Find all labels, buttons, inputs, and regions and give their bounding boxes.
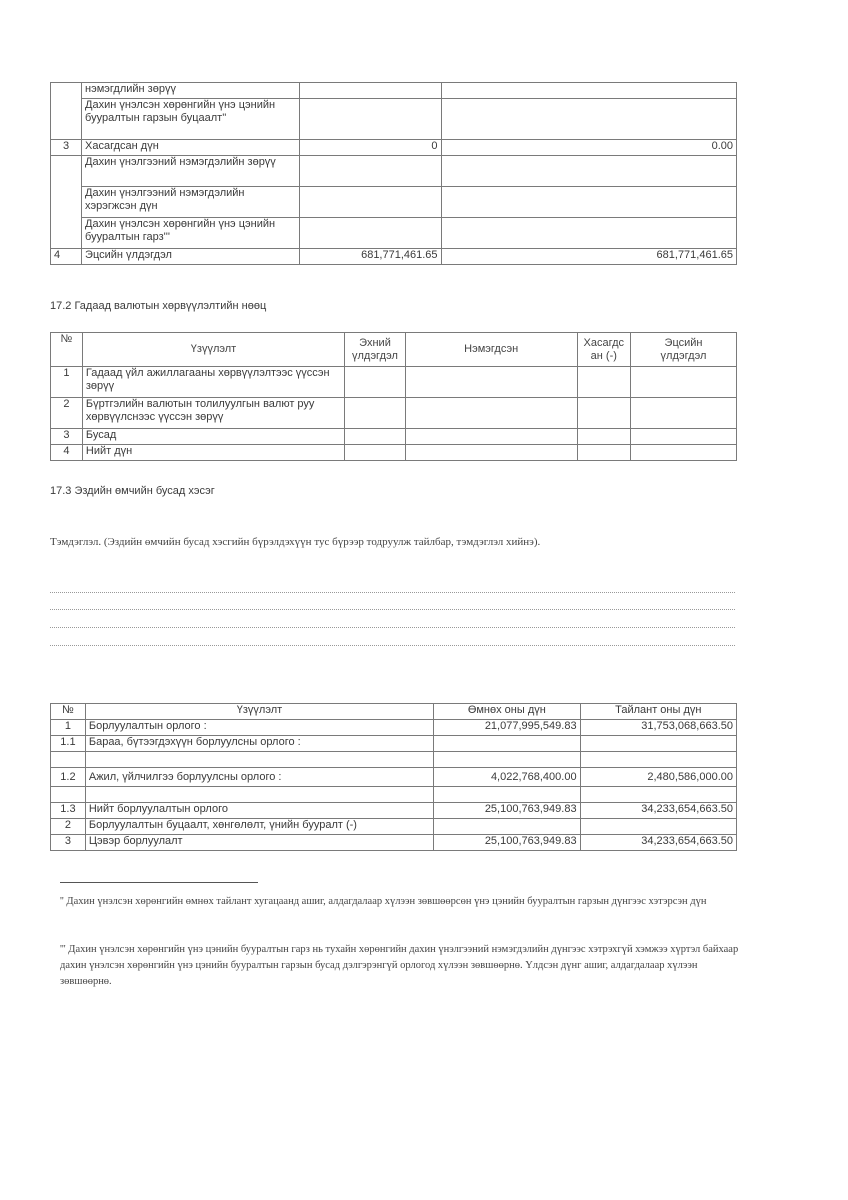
table-row — [51, 819, 737, 835]
header-added: Нэмэгдсэн — [405, 333, 577, 367]
cell-value — [345, 367, 406, 398]
cell-value — [577, 398, 630, 429]
prev-year-value — [434, 736, 581, 752]
table-row — [51, 720, 737, 736]
curr-year-value: 34,233,654,663.50 — [580, 835, 736, 851]
table-row — [51, 218, 737, 249]
dotted-line — [50, 645, 735, 646]
cell-value — [577, 445, 630, 461]
row-number: 4 — [51, 445, 83, 461]
prev-year-value: 25,100,763,949.83 — [434, 835, 581, 851]
dotted-line — [50, 627, 735, 628]
row-number — [51, 787, 86, 803]
cell-value — [300, 218, 441, 249]
table-row — [51, 367, 737, 398]
header-indicator: Үзүүлэлт — [85, 704, 433, 720]
cell-value — [345, 445, 406, 461]
row-label: Борлуулалтын буцаалт, хөнгөлөлт, үнийн бууралт (-) — [85, 819, 433, 835]
cell-value — [577, 429, 630, 445]
row-number: 3 — [51, 429, 83, 445]
table-row — [51, 445, 737, 461]
row-label — [85, 752, 433, 768]
header-no: № — [51, 704, 86, 720]
row-label: Дахин үнэлсэн хөрөнгийн үнэ цэнийн бууралтын гарзын буцаалт'' — [82, 99, 300, 140]
header-line: үлдэгдэл — [660, 349, 707, 362]
header-no: № — [51, 333, 83, 367]
curr-year-value — [580, 752, 736, 768]
row-number — [51, 83, 82, 140]
cell-value — [441, 187, 736, 218]
row-number: 1 — [51, 367, 83, 398]
cell-value — [300, 156, 441, 187]
header-closing-balance — [631, 333, 737, 367]
header-line: Эцсийн — [664, 336, 703, 349]
row-label — [85, 787, 433, 803]
row-number: 4 — [51, 249, 82, 265]
row-number: 1.2 — [51, 768, 86, 787]
table-row — [51, 736, 737, 752]
row-number: 1.1 — [51, 736, 86, 752]
cell-value — [300, 83, 441, 99]
header-line: үлдэгдэл — [351, 349, 398, 362]
footnote-separator — [60, 882, 258, 883]
row-label: Гадаад үйл ажиллагааны хөрвүүлэлтээс үүссэн зөрүү — [82, 367, 344, 398]
curr-year-value — [580, 819, 736, 835]
cell-value — [441, 218, 736, 249]
row-label: Хасагдсан дүн — [82, 140, 300, 156]
header-previous-year: Өмнөх оны дүн — [434, 704, 581, 720]
cell-value: 0.00 — [441, 140, 736, 156]
prev-year-value — [434, 819, 581, 835]
header-line: Хасагдс — [583, 336, 625, 349]
cell-value — [345, 429, 406, 445]
footnote-2: ''' Дахин үнэлсэн хөрөнгийн үнэ цэнийн бууралтын гарз нь тухайн хөрөнгийн дахин үнэлгээний нэмэгдэлийн дүнгээс хэтрэхгүй хэмжээ хүртэл байхаар дахин үнэлсэн хөрөнгийн үнэ цэнийн бууралтын гарзын бусад дэлгэрэнгүй орлогод хүлээн зөвшөөрнө. Үлдсэн дүнг ашиг, алдагдалаар хүлээн зөвшөөрнө. — [60, 944, 739, 987]
cell-value: 681,771,461.65 — [441, 249, 736, 265]
row-number: 1.3 — [51, 803, 86, 819]
cell-value — [345, 398, 406, 429]
row-label: Дахин үнэлгээний нэмэгдэлийн хэрэгжсэн дүн — [82, 187, 300, 218]
footnote-1: '' Дахин үнэлсэн хөрөнгийн өмнөх тайлант хугацаанд ашиг, алдагдалаар хүлээн зөвшөөрсөн үнэ цэнийн бууралтын гарзын дүнгээс хэтэрсэн дүн — [60, 896, 707, 907]
header-deducted — [577, 333, 630, 367]
table-row — [51, 187, 737, 218]
table-row — [51, 752, 737, 768]
table-header-row — [51, 333, 737, 367]
row-label: Цэвэр борлуулалт — [85, 835, 433, 851]
row-label: Эцсийн үлдэгдэл — [82, 249, 300, 265]
prev-year-value: 4,022,768,400.00 — [434, 768, 581, 787]
row-number: 2 — [51, 398, 83, 429]
dotted-line — [50, 609, 735, 610]
row-number: 1 — [51, 720, 86, 736]
prev-year-value — [434, 752, 581, 768]
cell-value: 681,771,461.65 — [300, 249, 441, 265]
table-row — [51, 156, 737, 187]
header-line: Эхний — [359, 336, 391, 349]
header-current-year: Тайлант оны дүн — [580, 704, 736, 720]
table-row — [51, 249, 737, 265]
cell-value — [405, 367, 577, 398]
dotted-line — [50, 592, 735, 593]
curr-year-value — [580, 787, 736, 803]
curr-year-value: 2,480,586,000.00 — [580, 768, 736, 787]
row-number: 3 — [51, 140, 82, 156]
row-number: 3 — [51, 835, 86, 851]
row-label: нэмэгдлийн зөрүү — [82, 83, 300, 99]
cell-value — [405, 429, 577, 445]
sales-revenue-table — [50, 703, 737, 851]
cell-value — [405, 398, 577, 429]
row-label: Бусад — [82, 429, 344, 445]
cell-value — [300, 99, 441, 140]
table-row — [51, 768, 737, 787]
row-label: Бараа, бүтээгдэхүүн борлуулсны орлого : — [85, 736, 433, 752]
header-line: ан (-) — [590, 349, 617, 362]
row-label: Дахин үнэлгээний нэмэгдэлийн зөрүү — [82, 156, 300, 187]
table-header-row — [51, 704, 737, 720]
section-title-17-2: 17.2 Гадаад валютын хөрвүүлэлтийн нөөц — [50, 300, 267, 312]
table-row — [51, 83, 737, 99]
cell-value — [441, 83, 736, 99]
header-indicator: Үзүүлэлт — [82, 333, 344, 367]
curr-year-value: 34,233,654,663.50 — [580, 803, 736, 819]
header-opening-balance — [345, 333, 406, 367]
cell-value — [631, 445, 737, 461]
prev-year-value: 25,100,763,949.83 — [434, 803, 581, 819]
row-label: Бүртгэлийн валютын толилуулгын валют руу хөрвүүлснээс үүссэн зөрүү — [82, 398, 344, 429]
cell-value — [577, 367, 630, 398]
cell-value — [300, 187, 441, 218]
table-row — [51, 835, 737, 851]
revaluation-reserve-table — [50, 82, 737, 265]
fx-translation-reserve-table — [50, 332, 737, 461]
row-label: Нийт дүн — [82, 445, 344, 461]
table-row — [51, 140, 737, 156]
cell-value — [631, 429, 737, 445]
table-row — [51, 787, 737, 803]
row-label: Нийт борлуулалтын орлого — [85, 803, 433, 819]
cell-value — [631, 367, 737, 398]
row-number: 2 — [51, 819, 86, 835]
cell-value: 0 — [300, 140, 441, 156]
section-title-17-3: 17.3 Эздийн өмчийн бусад хэсэг — [50, 485, 215, 497]
cell-value — [631, 398, 737, 429]
cell-value — [441, 156, 736, 187]
curr-year-value: 31,753,068,663.50 — [580, 720, 736, 736]
prev-year-value: 21,077,995,549.83 — [434, 720, 581, 736]
row-label: Борлуулалтын орлого : — [85, 720, 433, 736]
row-label: Дахин үнэлсэн хөрөнгийн үнэ цэнийн бууралтын гарз''' — [82, 218, 300, 249]
row-number — [51, 156, 82, 249]
row-label: Ажил, үйлчилгээ борлуулсны орлого : — [85, 768, 433, 787]
cell-value — [405, 445, 577, 461]
cell-value — [441, 99, 736, 140]
note-text: Тэмдэглэл. (Эздийн өмчийн бусад хэсгийн бүрэлдэхүүн тус бүрээр тодруулж тайлбар, тэмдэглэл хийнэ). — [50, 536, 541, 548]
table-row — [51, 803, 737, 819]
table-row — [51, 99, 737, 140]
table-row — [51, 429, 737, 445]
row-number — [51, 752, 86, 768]
table-row — [51, 398, 737, 429]
curr-year-value — [580, 736, 736, 752]
prev-year-value — [434, 787, 581, 803]
